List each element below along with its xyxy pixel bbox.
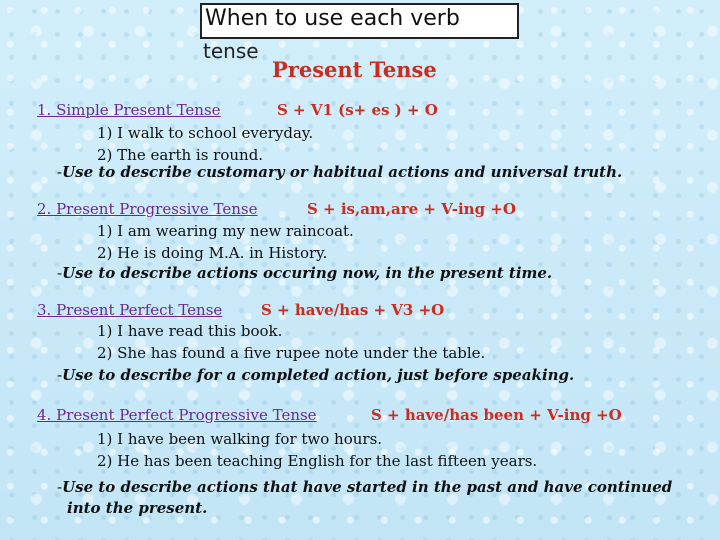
slide-heading: Present Tense (272, 57, 437, 82)
section-3-title: 3. Present Perfect Tense (37, 301, 223, 319)
section-2-note: -Use to describe actions occuring now, in the present time. (57, 264, 553, 282)
section-1-note: -Use to describe customary or habitual actions and universal truth. (57, 163, 623, 181)
section-3-example-2: 2) She has found a five rupee note under the table. (97, 344, 486, 362)
section-4-note-line-1: -Use to describe actions that have started in the past and have continued (57, 478, 673, 496)
section-3-formula: S + have/has + V3 +O (261, 301, 445, 319)
section-4-example-2: 2) He has been teaching English for the last fifteen years. (97, 452, 538, 470)
section-3-example-1: 1) I have read this book. (97, 322, 283, 340)
section-4-note-line-2: into the present. (67, 499, 208, 517)
section-4-formula: S + have/has been + V-ing +O (371, 406, 622, 424)
slide-title-continued: tense (203, 39, 259, 63)
section-4-title: 4. Present Perfect Progressive Tense (37, 406, 317, 424)
section-1-example-2: 2) The earth is round. (97, 146, 264, 164)
section-1-example-1: 1) I walk to school everyday. (97, 124, 314, 142)
section-1-title: 1. Simple Present Tense (37, 101, 221, 119)
section-2-formula: S + is,am,are + V-ing +O (307, 200, 516, 218)
section-3-note: -Use to describe for a completed action, just before speaking. (57, 366, 575, 384)
section-2-title: 2. Present Progressive Tense (37, 200, 258, 218)
section-1-formula: S + V1 (s+ es ) + O (277, 101, 438, 119)
section-4-example-1: 1) I have been walking for two hours. (97, 430, 383, 448)
section-2-example-1: 1) I am wearing my new raincoat. (97, 222, 354, 240)
section-2-example-2: 2) He is doing M.A. in History. (97, 244, 328, 262)
slide-title: When to use each verb (205, 6, 460, 31)
